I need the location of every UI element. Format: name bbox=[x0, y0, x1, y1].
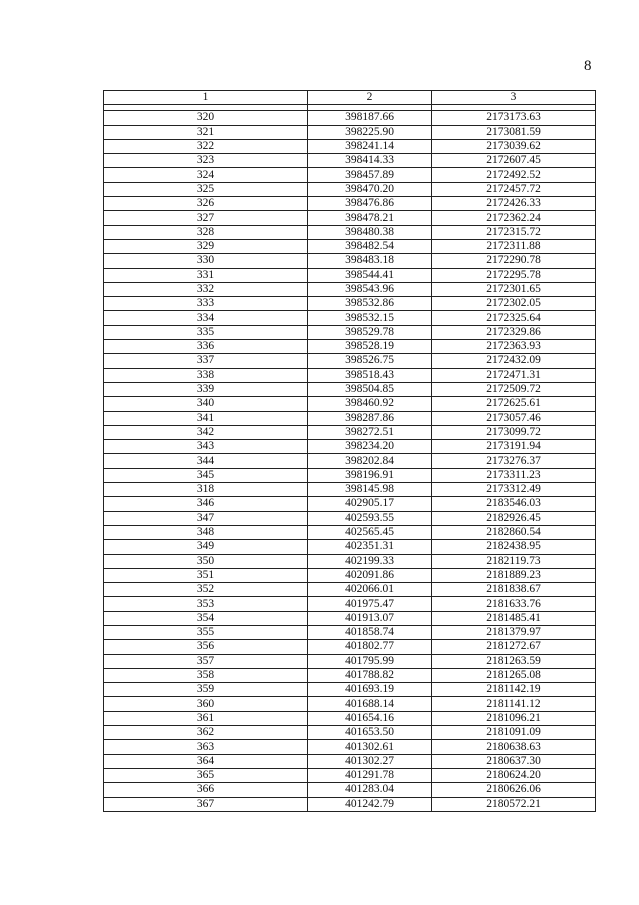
y-coordinate-cell: 2173312.49 bbox=[432, 483, 596, 497]
y-coordinate-cell: 2181265.08 bbox=[432, 668, 596, 682]
point-number-cell: 367 bbox=[104, 797, 308, 811]
table-row bbox=[104, 340, 596, 354]
x-coordinate-cell: 398241.14 bbox=[308, 139, 432, 153]
y-coordinate-cell: 2183546.03 bbox=[432, 497, 596, 511]
table-row bbox=[104, 125, 596, 139]
point-number-cell: 332 bbox=[104, 282, 308, 296]
point-number-cell: 326 bbox=[104, 197, 308, 211]
table-row bbox=[104, 311, 596, 325]
table-row bbox=[104, 783, 596, 797]
point-number-cell: 323 bbox=[104, 154, 308, 168]
table-row bbox=[104, 726, 596, 740]
y-coordinate-cell: 2172295.78 bbox=[432, 268, 596, 282]
table-row bbox=[104, 468, 596, 482]
y-coordinate-cell: 2172302.05 bbox=[432, 297, 596, 311]
x-coordinate-cell: 401654.16 bbox=[308, 711, 432, 725]
x-coordinate-cell: 398225.90 bbox=[308, 125, 432, 139]
x-coordinate-cell: 398187.66 bbox=[308, 111, 432, 125]
table-row bbox=[104, 611, 596, 625]
table-row bbox=[104, 440, 596, 454]
point-number-cell: 345 bbox=[104, 468, 308, 482]
x-coordinate-cell: 401242.79 bbox=[308, 797, 432, 811]
x-coordinate-cell: 402565.45 bbox=[308, 525, 432, 539]
y-coordinate-cell: 2180637.30 bbox=[432, 754, 596, 768]
point-number-cell: 365 bbox=[104, 768, 308, 782]
point-number-cell: 355 bbox=[104, 625, 308, 639]
table-row bbox=[104, 683, 596, 697]
y-coordinate-cell: 2172607.45 bbox=[432, 154, 596, 168]
point-number-cell: 358 bbox=[104, 668, 308, 682]
point-number-cell: 331 bbox=[104, 268, 308, 282]
x-coordinate-cell: 398483.18 bbox=[308, 254, 432, 268]
table-row bbox=[104, 640, 596, 654]
point-number-cell: 324 bbox=[104, 168, 308, 182]
x-coordinate-cell: 402593.55 bbox=[308, 511, 432, 525]
y-coordinate-cell: 2181889.23 bbox=[432, 568, 596, 582]
table-row bbox=[104, 697, 596, 711]
table-row bbox=[104, 211, 596, 225]
y-coordinate-cell: 2181091.09 bbox=[432, 726, 596, 740]
x-coordinate-cell: 402351.31 bbox=[308, 540, 432, 554]
y-coordinate-cell: 2180624.20 bbox=[432, 768, 596, 782]
table-row bbox=[104, 554, 596, 568]
table-row bbox=[104, 597, 596, 611]
x-coordinate-cell: 398532.86 bbox=[308, 297, 432, 311]
y-coordinate-cell: 2172363.93 bbox=[432, 340, 596, 354]
x-coordinate-cell: 398504.85 bbox=[308, 382, 432, 396]
table-row bbox=[104, 139, 596, 153]
point-number-cell: 359 bbox=[104, 683, 308, 697]
point-number-cell: 318 bbox=[104, 483, 308, 497]
table-row bbox=[104, 454, 596, 468]
point-number-cell: 333 bbox=[104, 297, 308, 311]
x-coordinate-cell: 401302.61 bbox=[308, 740, 432, 754]
table-row bbox=[104, 254, 596, 268]
y-coordinate-cell: 2181141.12 bbox=[432, 697, 596, 711]
point-number-cell: 320 bbox=[104, 111, 308, 125]
x-coordinate-cell: 401788.82 bbox=[308, 668, 432, 682]
table-row bbox=[104, 625, 596, 639]
point-number-cell: 329 bbox=[104, 239, 308, 253]
column-header-1: 1 bbox=[104, 91, 308, 105]
point-number-cell: 337 bbox=[104, 354, 308, 368]
point-number-cell: 325 bbox=[104, 182, 308, 196]
point-number-cell: 339 bbox=[104, 382, 308, 396]
x-coordinate-cell: 398532.15 bbox=[308, 311, 432, 325]
y-coordinate-cell: 2181263.59 bbox=[432, 654, 596, 668]
point-number-cell: 340 bbox=[104, 397, 308, 411]
x-coordinate-cell: 402905.17 bbox=[308, 497, 432, 511]
table-row bbox=[104, 382, 596, 396]
point-number-cell: 327 bbox=[104, 211, 308, 225]
table-row bbox=[104, 583, 596, 597]
point-number-cell: 336 bbox=[104, 340, 308, 354]
table-row bbox=[104, 197, 596, 211]
y-coordinate-cell: 2172426.33 bbox=[432, 197, 596, 211]
table-row bbox=[104, 497, 596, 511]
y-coordinate-cell: 2181485.41 bbox=[432, 611, 596, 625]
point-number-cell: 349 bbox=[104, 540, 308, 554]
y-coordinate-cell: 2172329.86 bbox=[432, 325, 596, 339]
x-coordinate-cell: 402066.01 bbox=[308, 583, 432, 597]
y-coordinate-cell: 2172471.31 bbox=[432, 368, 596, 382]
x-coordinate-cell: 398526.75 bbox=[308, 354, 432, 368]
point-number-cell: 351 bbox=[104, 568, 308, 582]
x-coordinate-cell: 398414.33 bbox=[308, 154, 432, 168]
table-row bbox=[104, 483, 596, 497]
x-coordinate-cell: 398480.38 bbox=[308, 225, 432, 239]
table-row bbox=[104, 354, 596, 368]
x-coordinate-cell: 398470.20 bbox=[308, 182, 432, 196]
x-coordinate-cell: 401291.78 bbox=[308, 768, 432, 782]
x-coordinate-cell: 398457.89 bbox=[308, 168, 432, 182]
point-number-cell: 328 bbox=[104, 225, 308, 239]
table-row bbox=[104, 182, 596, 196]
table-row bbox=[104, 668, 596, 682]
x-coordinate-cell: 398234.20 bbox=[308, 440, 432, 454]
table-row bbox=[104, 568, 596, 582]
x-coordinate-cell: 398529.78 bbox=[308, 325, 432, 339]
x-coordinate-cell: 401913.07 bbox=[308, 611, 432, 625]
table-row bbox=[104, 368, 596, 382]
x-coordinate-cell: 401302.27 bbox=[308, 754, 432, 768]
x-coordinate-cell: 398272.51 bbox=[308, 425, 432, 439]
y-coordinate-cell: 2181379.97 bbox=[432, 625, 596, 639]
table-row bbox=[104, 425, 596, 439]
point-number-cell: 361 bbox=[104, 711, 308, 725]
point-number-cell: 342 bbox=[104, 425, 308, 439]
table-row bbox=[104, 740, 596, 754]
y-coordinate-cell: 2182438.95 bbox=[432, 540, 596, 554]
x-coordinate-cell: 398528.19 bbox=[308, 340, 432, 354]
x-coordinate-cell: 398518.43 bbox=[308, 368, 432, 382]
y-coordinate-cell: 2172509.72 bbox=[432, 382, 596, 396]
point-number-cell: 362 bbox=[104, 726, 308, 740]
y-coordinate-cell: 2172362.24 bbox=[432, 211, 596, 225]
y-coordinate-cell: 2182926.45 bbox=[432, 511, 596, 525]
y-coordinate-cell: 2172492.52 bbox=[432, 168, 596, 182]
table-row bbox=[104, 168, 596, 182]
point-number-cell: 348 bbox=[104, 525, 308, 539]
point-number-cell: 346 bbox=[104, 497, 308, 511]
table-row bbox=[104, 239, 596, 253]
point-number-cell: 341 bbox=[104, 411, 308, 425]
table-row bbox=[104, 325, 596, 339]
x-coordinate-cell: 402091.86 bbox=[308, 568, 432, 582]
y-coordinate-cell: 2172301.65 bbox=[432, 282, 596, 296]
point-number-cell: 363 bbox=[104, 740, 308, 754]
table-row bbox=[104, 511, 596, 525]
y-coordinate-cell: 2182860.54 bbox=[432, 525, 596, 539]
point-number-cell: 366 bbox=[104, 783, 308, 797]
point-number-cell: 330 bbox=[104, 254, 308, 268]
point-number-cell: 347 bbox=[104, 511, 308, 525]
y-coordinate-cell: 2173039.62 bbox=[432, 139, 596, 153]
table-row bbox=[104, 540, 596, 554]
y-coordinate-cell: 2181633.76 bbox=[432, 597, 596, 611]
y-coordinate-cell: 2173191.94 bbox=[432, 440, 596, 454]
point-number-cell: 350 bbox=[104, 554, 308, 568]
table-row bbox=[104, 654, 596, 668]
x-coordinate-cell: 401283.04 bbox=[308, 783, 432, 797]
point-number-cell: 344 bbox=[104, 454, 308, 468]
column-header-2: 2 bbox=[308, 91, 432, 105]
point-number-cell: 360 bbox=[104, 697, 308, 711]
table-row bbox=[104, 225, 596, 239]
table-row bbox=[104, 154, 596, 168]
x-coordinate-cell: 398287.86 bbox=[308, 411, 432, 425]
x-coordinate-cell: 401802.77 bbox=[308, 640, 432, 654]
x-coordinate-cell: 398543.96 bbox=[308, 282, 432, 296]
y-coordinate-cell: 2181272.67 bbox=[432, 640, 596, 654]
y-coordinate-cell: 2180572.21 bbox=[432, 797, 596, 811]
y-coordinate-cell: 2173099.72 bbox=[432, 425, 596, 439]
x-coordinate-cell: 398476.86 bbox=[308, 197, 432, 211]
table-row bbox=[104, 397, 596, 411]
point-number-cell: 354 bbox=[104, 611, 308, 625]
x-coordinate-cell: 401795.99 bbox=[308, 654, 432, 668]
x-coordinate-cell: 401975.47 bbox=[308, 597, 432, 611]
point-number-cell: 335 bbox=[104, 325, 308, 339]
y-coordinate-cell: 2172432.09 bbox=[432, 354, 596, 368]
x-coordinate-cell: 402199.33 bbox=[308, 554, 432, 568]
y-coordinate-cell: 2181838.67 bbox=[432, 583, 596, 597]
y-coordinate-cell: 2172315.72 bbox=[432, 225, 596, 239]
point-number-cell: 357 bbox=[104, 654, 308, 668]
point-number-cell: 322 bbox=[104, 139, 308, 153]
table-row bbox=[104, 525, 596, 539]
x-coordinate-cell: 398460.92 bbox=[308, 397, 432, 411]
table-header-row bbox=[104, 91, 596, 105]
y-coordinate-cell: 2182119.73 bbox=[432, 554, 596, 568]
x-coordinate-cell: 398202.84 bbox=[308, 454, 432, 468]
table-row bbox=[104, 282, 596, 296]
y-coordinate-cell: 2172311.88 bbox=[432, 239, 596, 253]
point-number-cell: 343 bbox=[104, 440, 308, 454]
x-coordinate-cell: 398478.21 bbox=[308, 211, 432, 225]
point-number-cell: 364 bbox=[104, 754, 308, 768]
x-coordinate-cell: 398482.54 bbox=[308, 239, 432, 253]
table-row bbox=[104, 797, 596, 811]
x-coordinate-cell: 401693.19 bbox=[308, 683, 432, 697]
table-body bbox=[104, 111, 596, 812]
y-coordinate-cell: 2172290.78 bbox=[432, 254, 596, 268]
y-coordinate-cell: 2173311.23 bbox=[432, 468, 596, 482]
y-coordinate-cell: 2173081.59 bbox=[432, 125, 596, 139]
x-coordinate-cell: 401653.50 bbox=[308, 726, 432, 740]
y-coordinate-cell: 2173057.46 bbox=[432, 411, 596, 425]
y-coordinate-cell: 2181142.19 bbox=[432, 683, 596, 697]
point-number-cell: 334 bbox=[104, 311, 308, 325]
point-number-cell: 321 bbox=[104, 125, 308, 139]
coordinates-table bbox=[103, 90, 596, 812]
y-coordinate-cell: 2173173.63 bbox=[432, 111, 596, 125]
table-row bbox=[104, 754, 596, 768]
y-coordinate-cell: 2172325.64 bbox=[432, 311, 596, 325]
y-coordinate-cell: 2172457.72 bbox=[432, 182, 596, 196]
table-row bbox=[104, 268, 596, 282]
point-number-cell: 338 bbox=[104, 368, 308, 382]
column-header-3: 3 bbox=[432, 91, 596, 105]
point-number-cell: 353 bbox=[104, 597, 308, 611]
x-coordinate-cell: 401688.14 bbox=[308, 697, 432, 711]
x-coordinate-cell: 398544.41 bbox=[308, 268, 432, 282]
y-coordinate-cell: 2180638.63 bbox=[432, 740, 596, 754]
x-coordinate-cell: 398145.98 bbox=[308, 483, 432, 497]
x-coordinate-cell: 398196.91 bbox=[308, 468, 432, 482]
table-row bbox=[104, 111, 596, 125]
point-number-cell: 356 bbox=[104, 640, 308, 654]
table-row bbox=[104, 711, 596, 725]
table-row bbox=[104, 768, 596, 782]
page-number: 8 bbox=[584, 58, 592, 74]
table-row bbox=[104, 411, 596, 425]
y-coordinate-cell: 2181096.21 bbox=[432, 711, 596, 725]
y-coordinate-cell: 2173276.37 bbox=[432, 454, 596, 468]
y-coordinate-cell: 2172625.61 bbox=[432, 397, 596, 411]
table-row bbox=[104, 297, 596, 311]
y-coordinate-cell: 2180626.06 bbox=[432, 783, 596, 797]
x-coordinate-cell: 401858.74 bbox=[308, 625, 432, 639]
point-number-cell: 352 bbox=[104, 583, 308, 597]
